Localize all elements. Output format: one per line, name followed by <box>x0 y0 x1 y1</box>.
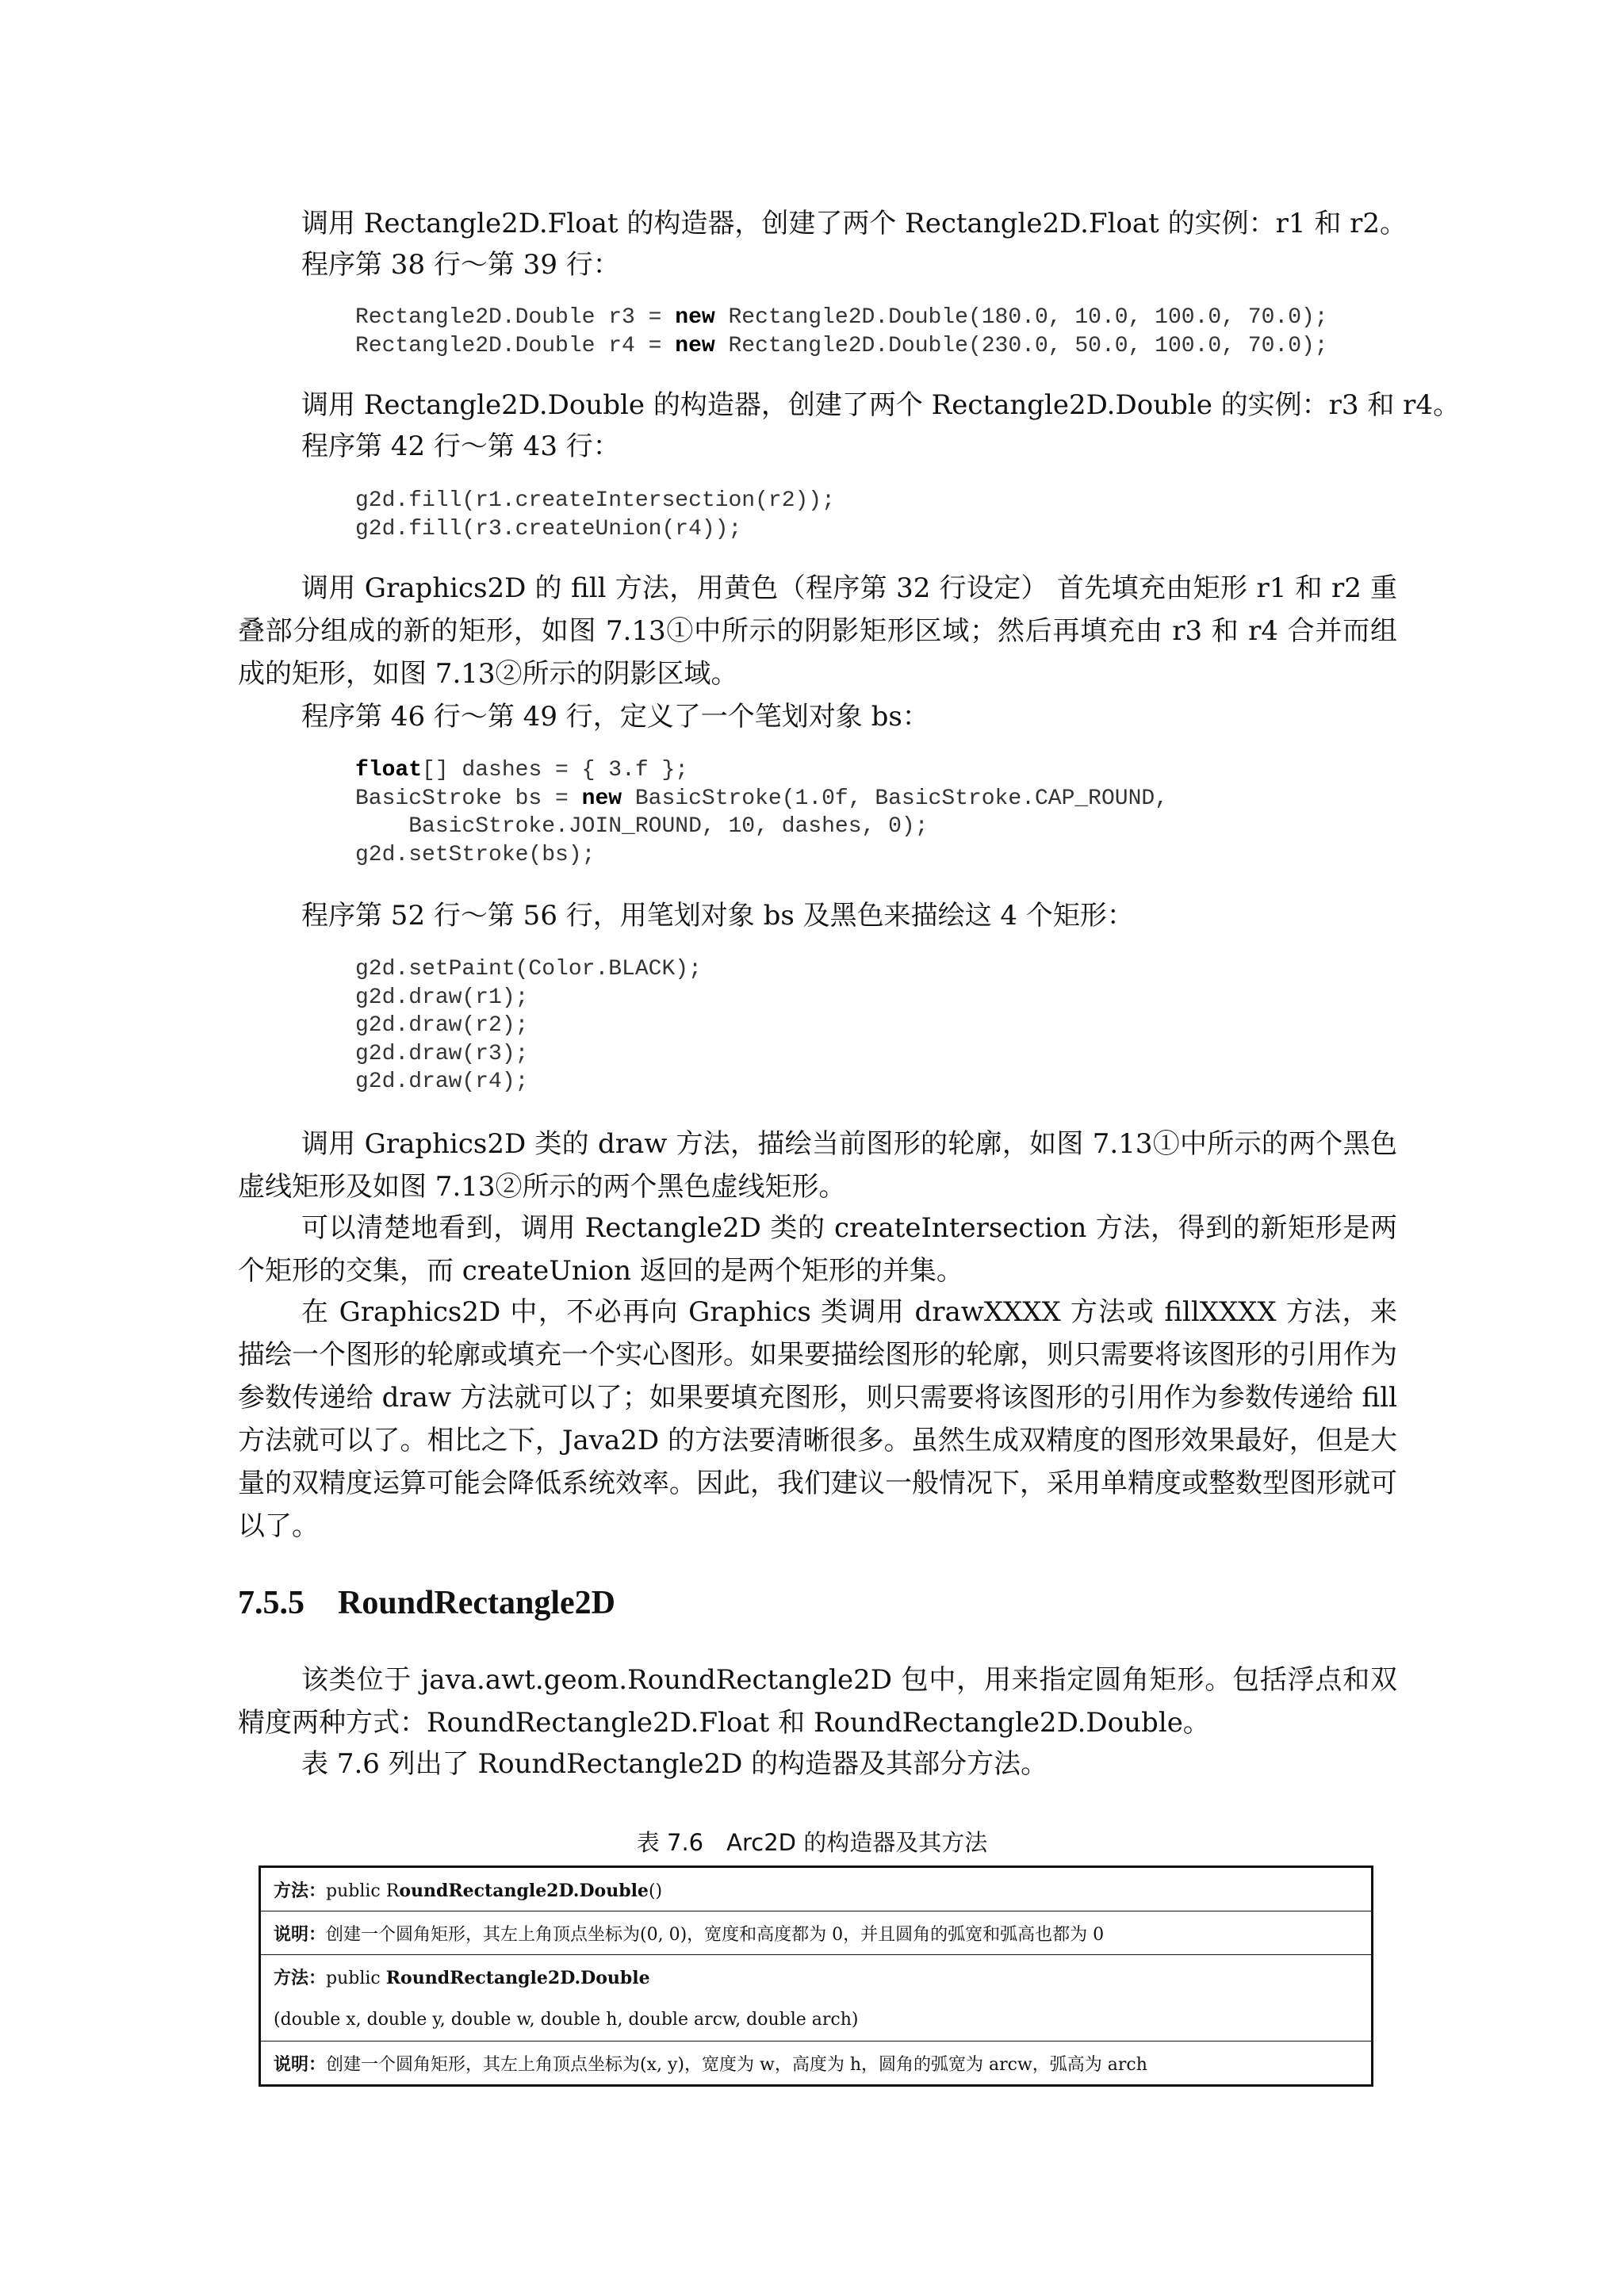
code-line: g2d.draw(r1); <box>355 985 529 1010</box>
code-line: g2d.setPaint(Color.BLACK); <box>355 957 702 982</box>
table-row <box>260 1955 1373 1999</box>
cell-text: 创建一个圆角矩形，其左上角顶点坐标为(x, y)，宽度为 w，高度为 h，圆角的弧宽为 arcw，弧高为 arch <box>326 2054 1147 2075</box>
code-block <box>355 304 1328 360</box>
code-text: Rectangle2D.Double r3 = <box>355 305 676 330</box>
code-line: g2d.draw(r3); <box>355 1041 529 1066</box>
paragraph: 调用 Graphics2D 的 fill 方法，用黄色（程序第 32 行设定） 首先填充由矩形 r1 和 r2 重叠部分组成的新的矩形，如图 7.13①中所示的阴影矩形区域；然后再填充由 r3 和 r4 合并而组成的矩形，如图 7.13②所示的阴影区域。 <box>238 572 1397 690</box>
code-keyword: new <box>675 333 715 358</box>
section-title: RoundRectangle2D <box>338 1585 616 1621</box>
code-text: Rectangle2D.Double r4 = <box>355 333 676 358</box>
section-heading <box>238 1584 615 1622</box>
code-line: g2d.fill(r1.createIntersection(r2)); <box>355 488 835 513</box>
cell-bold-text: oundRectangle2D.Double <box>399 1880 649 1901</box>
constructor-table <box>259 1866 1373 2087</box>
code-block <box>355 955 702 1096</box>
table-cell <box>260 1955 1373 1999</box>
cell-label: 方法： <box>274 1881 327 1901</box>
code-line: g2d.fill(r3.createUnion(r4)); <box>355 516 742 541</box>
table-row <box>260 2042 1373 2086</box>
cell-text: public R <box>326 1881 400 1901</box>
table-caption: 表 7.6 Arc2D 的构造器及其方法 <box>636 1829 988 1856</box>
paragraph: 程序第 38 行～第 39 行： <box>301 249 620 281</box>
paragraph: 在 Graphics2D 中，不必再向 Graphics 类调用 drawXXXX 方法或 fillXXXX 方法，来描绘一个图形的轮廓或填充一个实心图形。如果要描绘图形的轮廓，则只需要将该图形的引用作为参数传递给 draw 方法就可以了；如果要填充图形，则只需要将该图形的引用作为参数传递给 fill 方法就可以了。相比之下，Java2D 的方法要清晰很多。虽然生成双精度的图形效果最好，但是大量的双精度运算可能会降低系统效率。因此，我们建议一般情况下，采用单精度或整数型图形就可以了。 <box>238 1296 1397 1542</box>
code-text: Rectangle2D.Double(180.0, 10.0, 100.0, 70.0); <box>714 305 1328 330</box>
cell-label: 方法： <box>274 1968 327 1988</box>
code-block <box>355 487 835 543</box>
code-text: [] dashes = { 3.f }; <box>422 758 689 783</box>
code-text: BasicStroke.JOIN_ROUND, 10, dashes, 0); <box>355 814 929 840</box>
cell-label: 说明： <box>274 2054 327 2075</box>
cell-label: 说明： <box>274 1924 327 1945</box>
cell-text: public <box>326 1968 386 1988</box>
code-keyword: new <box>675 305 715 330</box>
code-keyword: float <box>355 758 423 783</box>
paragraph: 该类位于 java.awt.geom.RoundRectangle2D 包中，用来指定圆角矩形。包括浮点和双精度两种方式：RoundRectangle2D.Float 和 RoundRectangle2D.Double。 <box>238 1664 1397 1739</box>
code-keyword: new <box>581 786 622 811</box>
table-row <box>260 1998 1373 2042</box>
code-text: BasicStroke bs = <box>355 786 582 811</box>
code-block <box>355 756 1168 869</box>
section-number: 7.5.5 <box>238 1585 304 1621</box>
paragraph: 调用 Rectangle2D.Float 的构造器，创建了两个 Rectangle2D.Float 的实例：r1 和 r2。 <box>301 208 1408 239</box>
table-cell <box>260 1867 1373 1911</box>
code-text: Rectangle2D.Double(230.0, 50.0, 100.0, 70.0); <box>714 333 1328 358</box>
cell-bold-text: RoundRectangle2D.Double <box>385 1967 650 1988</box>
paragraph: 程序第 52 行～第 56 行，用笔划对象 bs 及黑色来描绘这 4 个矩形： <box>301 900 1134 932</box>
paragraph: 程序第 42 行～第 43 行： <box>301 430 620 462</box>
paragraph: 调用 Graphics2D 类的 draw 方法，描绘当前图形的轮廓，如图 7.13①中所示的两个黑色虚线矩形及如图 7.13②所示的两个黑色虚线矩形。 <box>238 1128 1397 1203</box>
paragraph: 可以清楚地看到，调用 Rectangle2D 类的 createIntersection 方法，得到的新矩形是两个矩形的交集，而 createUnion 返回的是两个矩形的并集。 <box>238 1212 1397 1287</box>
cell-text: 创建一个圆角矩形，其左上角顶点坐标为(0, 0)，宽度和高度都为 0，并且圆角的弧宽和弧高也都为 0 <box>326 1924 1105 1945</box>
table-cell <box>260 1911 1373 1955</box>
table-row <box>260 1911 1373 1955</box>
code-line: g2d.draw(r4); <box>355 1070 529 1095</box>
paragraph: 程序第 46 行～第 49 行，定义了一个笔划对象 bs： <box>301 701 929 733</box>
paragraph: 表 7.6 列出了 RoundRectangle2D 的构造器及其部分方法。 <box>301 1748 1048 1780</box>
code-text: BasicStroke(1.0f, BasicStroke.CAP_ROUND, <box>622 786 1168 811</box>
table-cell <box>260 2042 1373 2086</box>
code-line: g2d.draw(r2); <box>355 1013 529 1039</box>
cell-text: () <box>648 1881 663 1901</box>
code-text: g2d.setStroke(bs); <box>355 842 596 867</box>
table-cell: (double x, double y, double w, double h, double arcw, double arch) <box>274 2009 859 2030</box>
paragraph: 调用 Rectangle2D.Double 的构造器，创建了两个 Rectangle2D.Double 的实例：r3 和 r4。 <box>301 389 1461 421</box>
table-row <box>260 1867 1373 1911</box>
